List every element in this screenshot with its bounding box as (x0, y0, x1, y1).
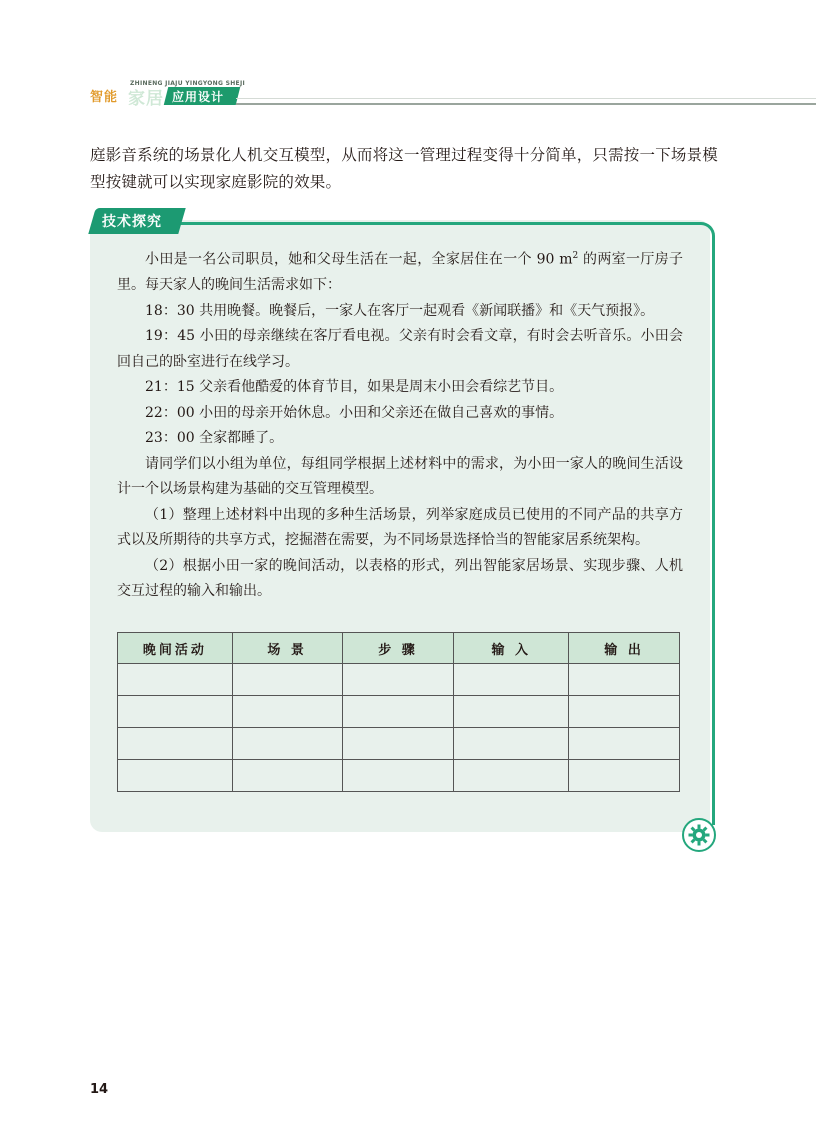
intro-paragraph: 庭影音系统的场景化人机交互模型，从而将这一管理过程变得十分简单，只需按一下场景模型按键就可以实现家庭影院的效果。 (90, 146, 719, 191)
schedule-item: 21：15 父亲看他酷爱的体育节目，如果是周末小田会看综艺节目。 (145, 379, 564, 396)
table-cell (342, 696, 454, 728)
table-row (118, 664, 680, 696)
question-2: （2）根据小田一家的晚间活动，以表格的形式，列出智能家居场景、实现步骤、人机交互过程的输入和输出。 (117, 557, 683, 600)
table-cell (232, 728, 342, 760)
scenario-intro-a: 小田是一名公司职员，她和父母生活在一起，全家居住在一个 90 m (145, 251, 573, 268)
header-title-b: 家居 (128, 89, 164, 109)
header-pinyin: ZHINENG JIAJU YINGYONG SHEJI (130, 80, 246, 87)
table-cell (569, 664, 680, 696)
table-cell (342, 664, 454, 696)
task-description: 请同学们以小组为单位，每组同学根据上述材料中的需求，为小田一家人的晚间生活设计一个以场景构建为基础的交互管理模型。 (117, 455, 683, 498)
table-header-row (118, 633, 680, 664)
page-header (0, 0, 816, 110)
table-cell (342, 728, 454, 760)
table-cell (118, 696, 233, 728)
header-rule (236, 103, 816, 105)
table-cell (454, 664, 569, 696)
table-row (118, 696, 680, 728)
table-cell (454, 696, 569, 728)
col-scene: 场 景 (232, 633, 342, 664)
panel-badge-label: 技术探究 (102, 214, 162, 230)
schedule-item: 18：30 共用晚餐。晚餐后，一家人在客厅一起观看《新闻联播》和《天气预报》。 (145, 302, 655, 319)
table-cell (454, 760, 569, 792)
table-cell (118, 664, 233, 696)
table-cell (569, 728, 680, 760)
schedule-item: 23：00 全家都睡了。 (145, 430, 284, 447)
col-evening-activity: 晚间活动 (118, 633, 233, 664)
table-cell (454, 728, 569, 760)
table-cell (569, 760, 680, 792)
table-row (118, 760, 680, 792)
col-input: 输 入 (454, 633, 569, 664)
scenario-intro (117, 244, 683, 299)
table-cell (232, 760, 342, 792)
gear-icon (682, 818, 716, 852)
page-number: 14 (90, 1082, 109, 1097)
table-cell (232, 696, 342, 728)
header-section: 应用设计 (172, 90, 225, 104)
activity-table (117, 632, 680, 792)
schedule-item: 19：45 小田的母亲继续在客厅看电视。父亲有时会看文章，有时会去听音乐。小田会回自己的卧室进行在线学习。 (117, 328, 683, 370)
table-cell (118, 760, 233, 792)
table-row (118, 728, 680, 760)
header-title-a: 智能 (90, 90, 119, 105)
col-steps: 步 骤 (342, 633, 454, 664)
table-cell (569, 696, 680, 728)
gear-icon-graphic (688, 824, 710, 846)
col-output: 输 出 (569, 633, 680, 664)
table-cell (232, 664, 342, 696)
panel-body (117, 244, 683, 605)
question-1: （1）整理上述材料中出现的多种生活场景，列举家庭成员已使用的不同产品的共享方式以及所期待的共享方式，挖掘潜在需要，为不同场景选择恰当的智能家居系统架构。 (117, 506, 683, 549)
table-cell (118, 728, 233, 760)
header-rule-light (236, 98, 816, 99)
area-unit-sup: 2 (572, 251, 579, 261)
scenario-intro-b: 的两室一厅房子里。每天家人的晚间生活需求如下： (117, 251, 683, 294)
table-cell (342, 760, 454, 792)
schedule-item: 22：00 小田的母亲开始休息。小田和父亲还在做自己喜欢的事情。 (145, 404, 564, 421)
